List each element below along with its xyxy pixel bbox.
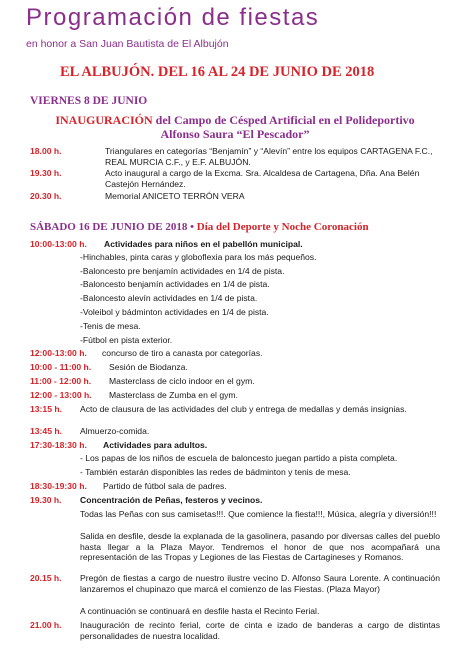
event-time: 11:00 - 12:00 h.: [30, 376, 92, 386]
event-description: concurso de tiro a canasta por categorías.: [102, 348, 263, 358]
event-description: Triangulares en categorías “Benjamín” y “Alevín” entre los equipos CARTAGENA F.C., REAL MURCIA C.F., y E.F. ALBUJÓN.: [105, 146, 433, 167]
event-time: 21.00 h.: [30, 620, 62, 630]
event-time: 13:15 h.: [30, 404, 63, 414]
dates-heading: EL ALBUJÓN. DEL 16 AL 24 DE JUNIO DE 2018: [60, 64, 375, 80]
event-time: 19.30 h.: [30, 495, 62, 505]
list-item: -Voleibol y bádminton actividades en 1/4 de pista.: [80, 307, 269, 317]
inauguration-line2: Alfonso Saura “El Pescador”: [160, 127, 310, 141]
event-description: Acto de clausura de las actividades del club y entrega de medallas y demás insignias.: [80, 404, 407, 414]
friday-heading: VIERNES 8 DE JUNIO: [30, 95, 148, 107]
info-paragraph: A continuación se continuará en desfile hasta el Recinto Ferial.: [80, 606, 320, 616]
inauguration-lead: INAUGURACIÓN: [55, 113, 153, 127]
saturday-date: SÁBADO 16 DE JUNIO DE 2018: [30, 221, 188, 233]
page-title: Programación de fiestas: [26, 4, 320, 31]
event-description: Actividades para niños en el pabellón municipal.: [104, 239, 303, 249]
event-description: Almuerzo-comida.: [80, 426, 150, 436]
event-time: 19.30 h.: [30, 168, 62, 178]
list-item: -Hinchables, pinta caras y globoflexia para los más pequeños.: [80, 252, 317, 262]
event-description: Concentración de Peñas, festeros y vecinos.: [80, 495, 263, 505]
event-time: 13:45 h.: [30, 426, 63, 436]
event-time: 20.15 h.: [30, 573, 62, 583]
list-item: -Tenis de mesa.: [80, 321, 141, 331]
list-item: - Los papas de los niños de escuela de baloncesto juegan partido a pista completa.: [80, 453, 398, 463]
event-time: 17:30-18:30 h.: [30, 440, 87, 450]
list-item: -Baloncesto alevín actividades en 1/4 de pista.: [80, 293, 258, 303]
info-paragraph: Todas las Peñas con sus camisetas!!!. Que comience la fiesta!!!, Música, alegría y diversión!!!: [80, 509, 437, 519]
event-time: 12:00-13:00 h.: [30, 348, 87, 358]
inauguration-heading: [30, 113, 440, 141]
saturday-heading: [30, 221, 369, 233]
list-item: - También estarán disponibles las redes de bádminton y tenis de mesa.: [80, 467, 351, 477]
list-item: -Baloncesto pre benjamín actividades en 1/4 de pista.: [80, 266, 285, 276]
event-description: Masterclass de Zumba en el gym.: [109, 390, 238, 400]
event-description: Pregón de fiestas a cargo de nuestro ilustre vecino D. Alfonso Saura Lorente. A continuación lanzaremos el chupinazo que marcá el comienzo de las Fiestas. (Plaza Mayor): [80, 573, 440, 594]
event-description: Sesión de Biodanza.: [109, 362, 188, 372]
event-time: 10:00-13:00 h.: [30, 239, 87, 249]
event-time: 12:00 - 13:00 h.: [30, 390, 92, 400]
page-subtitle: en honor a San Juan Bautista de El Albujón: [26, 38, 229, 50]
event-description: Memorial ANICETO TERRÓN VERA: [105, 191, 245, 201]
event-description: Partido de fútbol sala de padres.: [103, 481, 227, 491]
event-time: 20.30 h.: [30, 191, 62, 201]
info-paragraph: Salida en desfile, desde la explanada de la gasolinera, pasando por diversas calles del pueblo hasta llegar a la Plaza Mayor. Tendremos el honor de que nos acompañará una representación de las Tropas y Legiones de las Fiestas de Cartagineses y Romanos.: [80, 531, 440, 563]
event-time: 18:30-19:30 h.: [30, 481, 87, 491]
event-time: 10:00 - 11:00 h.: [30, 362, 92, 372]
event-description: Acto inaugural a cargo de la Excma. Sra. Alcaldesa de Cartagena, Dña. Ana Belén Castejón Hernández.: [105, 168, 420, 189]
event-time: 18.00 h.: [30, 146, 62, 156]
event-description: Inauguración de recinto ferial, corte de cinta e izado de banderas a cargo de distintas personalidades de nuestra localidad.: [80, 620, 440, 641]
list-item: -Fútbol en pista exterior.: [80, 335, 173, 345]
event-description: Masterclass de ciclo indoor en el gym.: [109, 376, 255, 386]
list-item: -Baloncesto benjamín actividades en 1/4 de pista.: [80, 279, 270, 289]
bullet: •: [190, 221, 194, 233]
saturday-theme: Día del Deporte y Noche Coronación: [196, 221, 369, 233]
event-description: Actividades para adultos.: [103, 440, 208, 450]
inauguration-rest: del Campo de Césped Artificial en el Polideportivo: [152, 113, 415, 127]
